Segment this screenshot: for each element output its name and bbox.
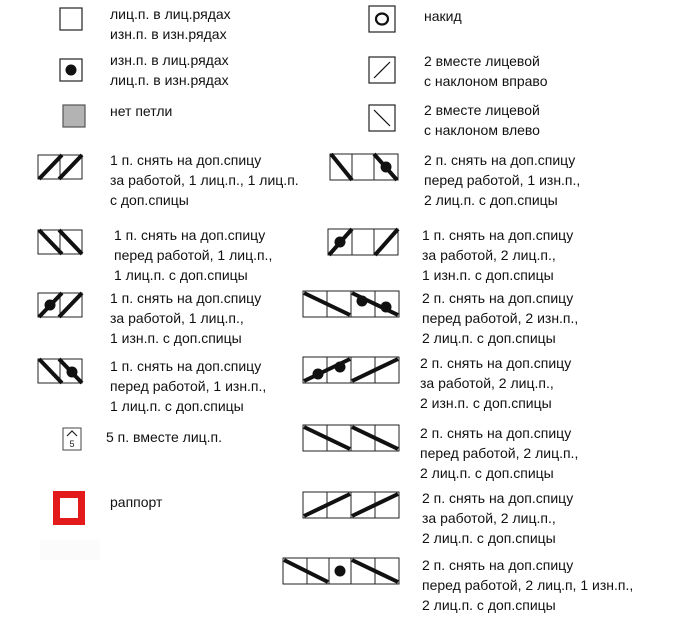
cable-right-knit-label: 1 п. снять на доп.спицу за работой, 1 лиц.п., 1 лиц.п. с доп.спицы [110, 152, 299, 208]
no-stitch-label: нет петли [110, 103, 173, 119]
cable-2-1-2-icon [282, 557, 402, 585]
cable-left-knit-icon [37, 229, 85, 255]
purl-label: изн.п. в лиц.рядах лиц.п. в изн.рядах [110, 52, 229, 88]
knit-label: лиц.п. в лиц.рядах изн.п. в изн.рядах [110, 6, 231, 42]
cable-left-knit-label: 1 п. снять на доп.спицу перед работой, 1 лиц.п., 1 лиц.п. с доп.спицы [114, 227, 273, 283]
cable-2-2-left-purl-icon [302, 290, 402, 318]
cable-2-2-left-knit-icon [302, 424, 402, 452]
cable-2-2-left-knit-label: 2 п. снять на доп.спицу перед работой, 2 лиц.п., 2 лиц.п. с доп.спицы [420, 425, 579, 481]
cable-right-purl-icon [37, 292, 85, 318]
cable-2-2-right-knit-label: 2 п. снять на доп.спицу за работой, 2 лиц.п., 2 лиц.п. с доп.спицы [422, 490, 574, 546]
cable-2-1-right-purl-icon [327, 228, 401, 256]
cable-2-2-right-purl-icon [302, 356, 402, 384]
no-stitch-square-icon [62, 104, 86, 128]
k2tog-left-icon [368, 104, 396, 132]
cable-2-1-right-purl-label: 1 п. снять на доп.спицу за работой, 2 лиц.п., 1 изн.п. с доп.спицы [422, 227, 574, 283]
yarn-over-label: накид [424, 8, 462, 24]
cable-right-knit-icon [37, 154, 85, 180]
k2tog-left-label: 2 вместе лицевой с наклоном влево [424, 102, 540, 138]
cable-left-purl-label: 1 п. снять на доп.спицу перед работой, 1 изн.п., 1 лиц.п. с доп.спицы [110, 358, 267, 414]
knit-square-icon [59, 7, 83, 31]
five-together-label: 5 п. вместе лиц.п. [106, 429, 223, 445]
faded-area [40, 540, 100, 560]
cable-left-purl-icon [37, 358, 85, 384]
cable-2-1-left-purl-icon [329, 153, 401, 181]
k2tog-right-label: 2 вместе лицевой с наклоном вправо [424, 53, 548, 89]
cable-2-1-left-purl-label: 2 п. снять на доп.спицу перед работой, 1 изн.п., 2 лиц.п. с доп.спицы [424, 152, 581, 208]
repeat-icon [53, 491, 85, 525]
cable-2-1-2-label: 2 п. снять на доп.спицу перед работой, 2 лиц.п, 1 изн.п., 2 лиц.п. с доп.спицы [422, 557, 634, 613]
cable-2-2-left-purl-label: 2 п. снять на доп.спицу перед работой, 2 изн.п., 2 лиц.п. с доп.спицы [422, 290, 579, 346]
cable-2-2-right-purl-label: 2 п. снять на доп.спицу за работой, 2 лиц.п., 2 изн.п. с доп.спицы [420, 355, 572, 411]
purl-square-icon [59, 58, 83, 82]
cable-2-2-right-knit-icon [302, 491, 402, 519]
k2tog-right-icon [368, 56, 396, 84]
repeat-label: раппорт [110, 494, 163, 510]
cable-right-purl-label: 1 п. снять на доп.спицу за работой, 1 лиц.п., 1 изн.п. с доп.спицы [110, 290, 262, 346]
five-together-digit: 5 [69, 439, 75, 449]
five-together-icon [62, 427, 82, 451]
yarn-over-icon [368, 5, 396, 33]
